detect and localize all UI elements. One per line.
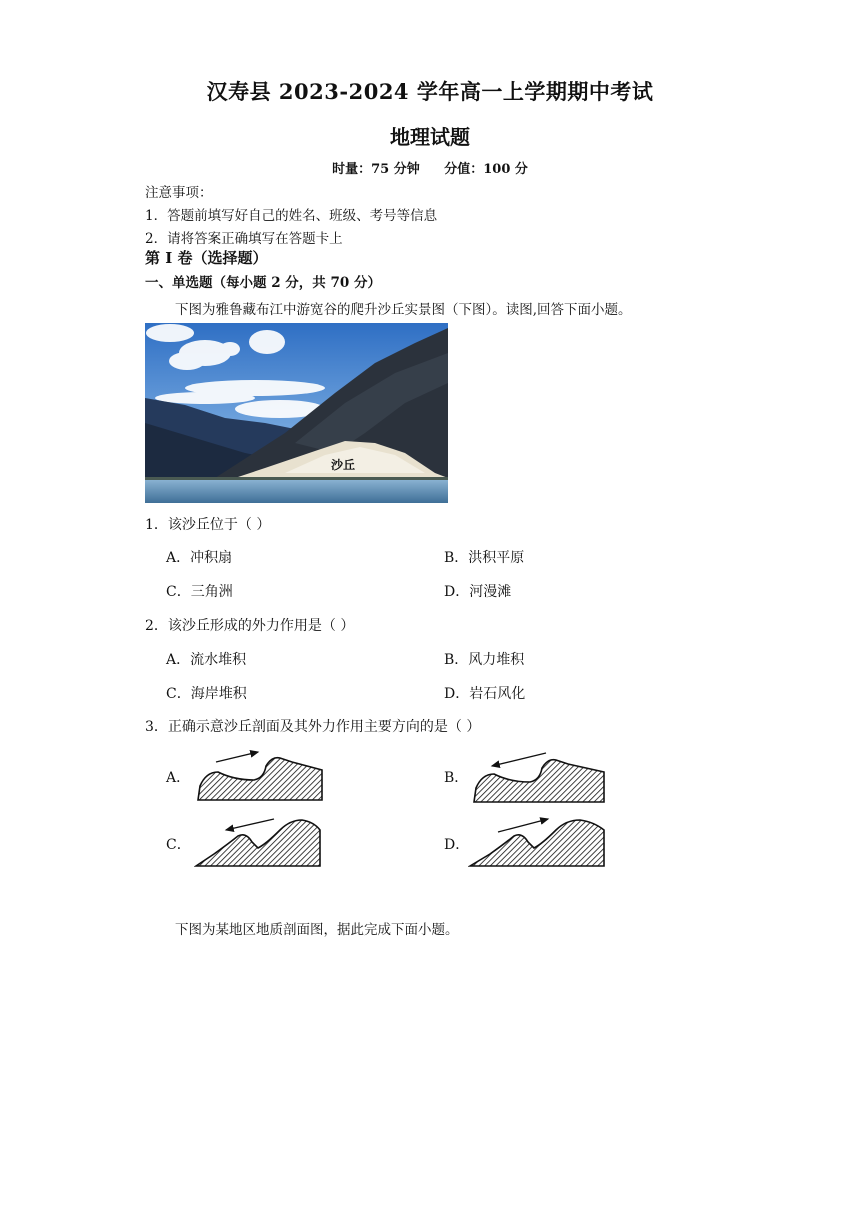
q3-option-b[interactable]: B． (444, 770, 469, 786)
part-title: 一、单选题（每小题 2 分，共 70 分） (145, 275, 381, 291)
q1-option-c[interactable]: C．三角洲 (166, 584, 233, 600)
arrow-left-icon (226, 819, 274, 830)
q2-option-b[interactable]: B．风力堆积 (444, 652, 525, 668)
question-3-stem: 3．正确示意沙丘剖面及其外力作用主要方向的是（ ） (145, 719, 481, 735)
question-2-stem: 2．该沙丘形成的外力作用是（ ） (145, 618, 355, 634)
dune-profile-c[interactable] (194, 814, 326, 869)
sand-dune-photo (145, 323, 448, 503)
passage-intro: 下图为雅鲁藏布江中游宽谷的爬升沙丘实景图（下图）。读图,回答下面小题。 (175, 302, 632, 318)
arrow-left-icon (492, 753, 546, 766)
q1-option-a[interactable]: A．冲积扇 (166, 550, 233, 566)
q3-option-a[interactable]: A． (166, 770, 191, 786)
dune-profile-a[interactable] (194, 748, 326, 803)
passage2-intro: 下图为某地区地质剖面图，据此完成下面小题。 (175, 922, 459, 938)
dune-label: 沙丘 (331, 458, 356, 472)
section-title: 第 I 卷（选择题） (145, 249, 268, 267)
q1-option-d[interactable]: D．河漫滩 (444, 584, 512, 600)
question-1-stem: 1．该沙丘位于（ ） (145, 517, 271, 533)
notes-heading: 注意事项： (145, 185, 213, 201)
dune-profile-d[interactable] (468, 814, 608, 869)
q3-option-d[interactable]: D． (444, 837, 470, 853)
exam-subtitle: 地理试题 (390, 125, 470, 149)
arrow-right-icon (216, 752, 258, 762)
q2-option-d[interactable]: D．岩石风化 (444, 686, 526, 702)
exam-title: 汉寿县 2023-2024 学年高一上学期期中考试 (206, 79, 654, 104)
q2-option-c[interactable]: C．海岸堆积 (166, 686, 247, 702)
note-item-2: 2．请将答案正确填写在答题卡上 (145, 231, 343, 247)
exam-meta (0, 158, 860, 177)
q2-option-a[interactable]: A．流水堆积 (166, 652, 247, 668)
total-score: 分值：100 分 (444, 162, 528, 177)
q3-option-c[interactable]: C． (166, 837, 191, 853)
note-item-1: 1．答题前填写好自己的姓名、班级、考号等信息 (145, 208, 438, 224)
dune-profile-b[interactable] (470, 750, 608, 805)
arrow-right-icon (498, 819, 548, 832)
time-limit: 时量：75 分钟 (332, 162, 420, 177)
q1-option-b[interactable]: B．洪积平原 (444, 550, 525, 566)
